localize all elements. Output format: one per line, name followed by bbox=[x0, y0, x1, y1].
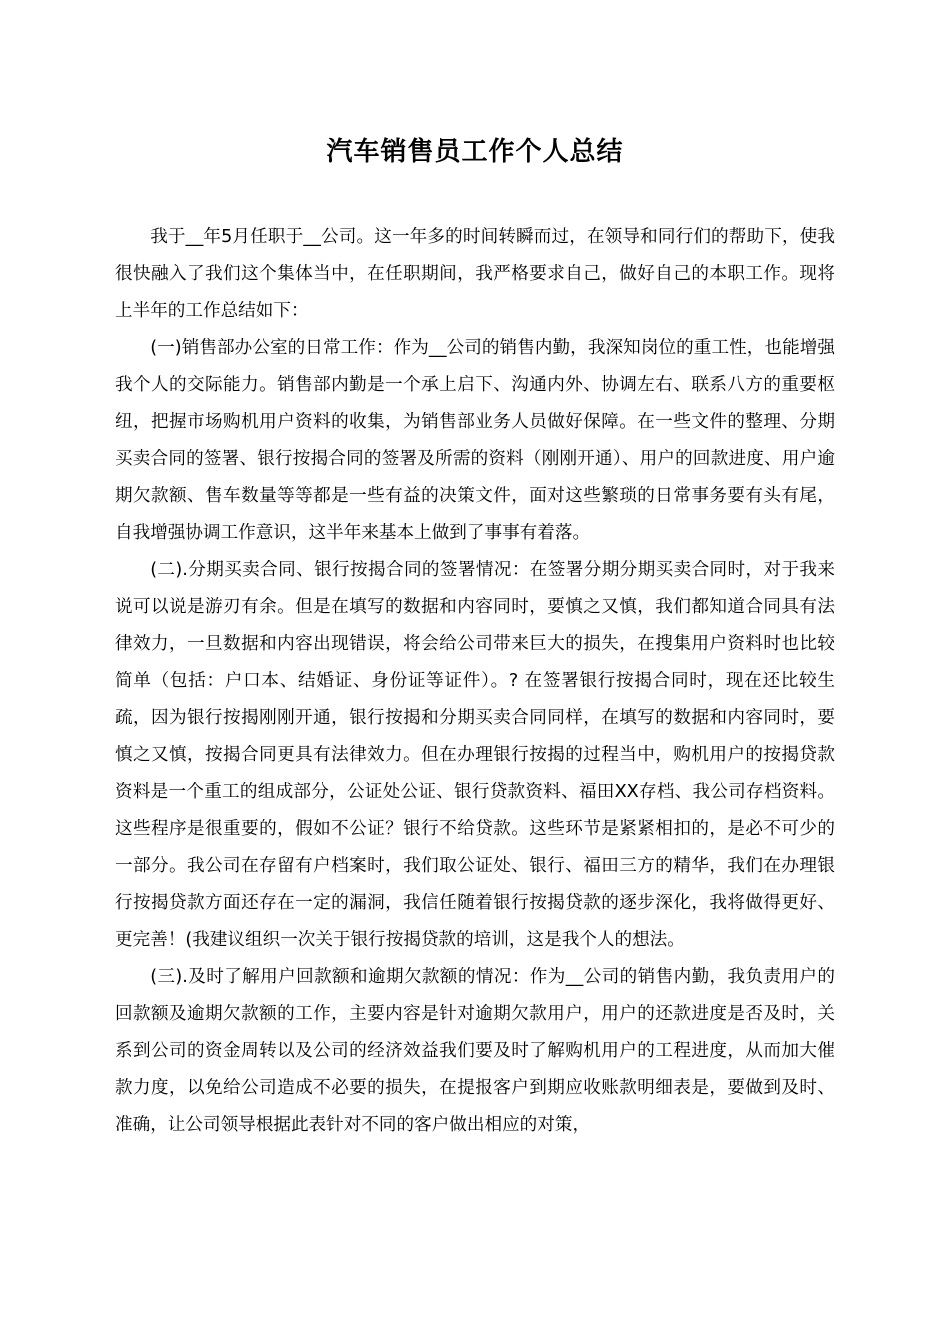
paragraph-intro: 我于__年5月任职于__公司。这一年多的时间转瞬而过，在领导和同行们的帮助下，使我很快融入了我们这个集体当中，在任职期间，我严格要求自己，做好自己的本职工作。现将上半年的工作总结如下： bbox=[115, 227, 835, 321]
paragraph-section-1: (一)销售部办公室的日常工作：作为__公司的销售内勤，我深知岗位的重工性，也能增强我个人的交际能力。销售部内勤是一个承上启下、沟通内外、协调左右、联系八方的重要枢纽，把握市场购机用户资料的收集，为销售部业务人员做好保障。在一些文件的整理、分期买卖合同的签署、银行按揭合同的签署及所需的资料（刚刚开通）、用户的回款进度、用户逾期欠款额、售车数量等等都是一些有益的决策文件，面对这些繁琐的日常事务要有头有尾，自我增强协调工作意识，这半年来基本上做到了事事有着落。 bbox=[115, 338, 835, 543]
paragraph-section-3: (三).及时了解用户回款额和逾期欠款额的情况：作为__公司的销售内勤，我负责用户的回款额及逾期欠款额的工作，主要内容是针对逾期欠款用户，用户的还款进度是否及时，关系到公司的资金周转以及公司的经济效益我们要及时了解购机用户的工程进度，从而加大催款力度，以免给公司造成不必要的损失，在提报客户到期应收账款明细表是，要做到及时、准确，让公司领导根据此表针对不同的客户做出相应的对策， bbox=[115, 967, 835, 1135]
paragraph-section-2: (二).分期买卖合同、银行按揭合同的签署情况：在签署分期分期买卖合同时，对于我来说可以说是游刃有余。但是在填写的数据和内容同时，要慎之又慎，我们都知道合同具有法律效力，一旦数据和内容出现错误，将会给公司带来巨大的损失，在搜集用户资料时也比较简单（包括：户口本、结婚证、身份证等证件）。? 在签署银行按揭合同时，现在还比较生疏，因为银行按揭刚刚开通，银行按揭和分期买卖合同同样，在填写的数据和内容同时，要慎之又慎，按揭合同更具有法律效力。但在办理银行按揭的过程当中，购机用户的按揭贷款资料是一个重工的组成部分，公证处公证、银行贷款资料、福田XX存档、我公司存档资料。这些程序是很重要的，假如不公证？银行不给贷款。这些环节是紧紧相扣的，是必不可少的一部分。我公司在存留有户档案时，我们取公证处、银行、福田三方的精华，我们在办理银行按揭贷款方面还存在一定的漏洞，我信任随着银行按揭贷款的逐步深化，我将做得更好、更完善！(我建议组织一次关于银行按揭贷款的培训，这是我个人的想法。 bbox=[115, 560, 835, 950]
document-title: 汽车销售员工作个人总结 bbox=[326, 137, 624, 167]
document-body bbox=[115, 219, 835, 1144]
